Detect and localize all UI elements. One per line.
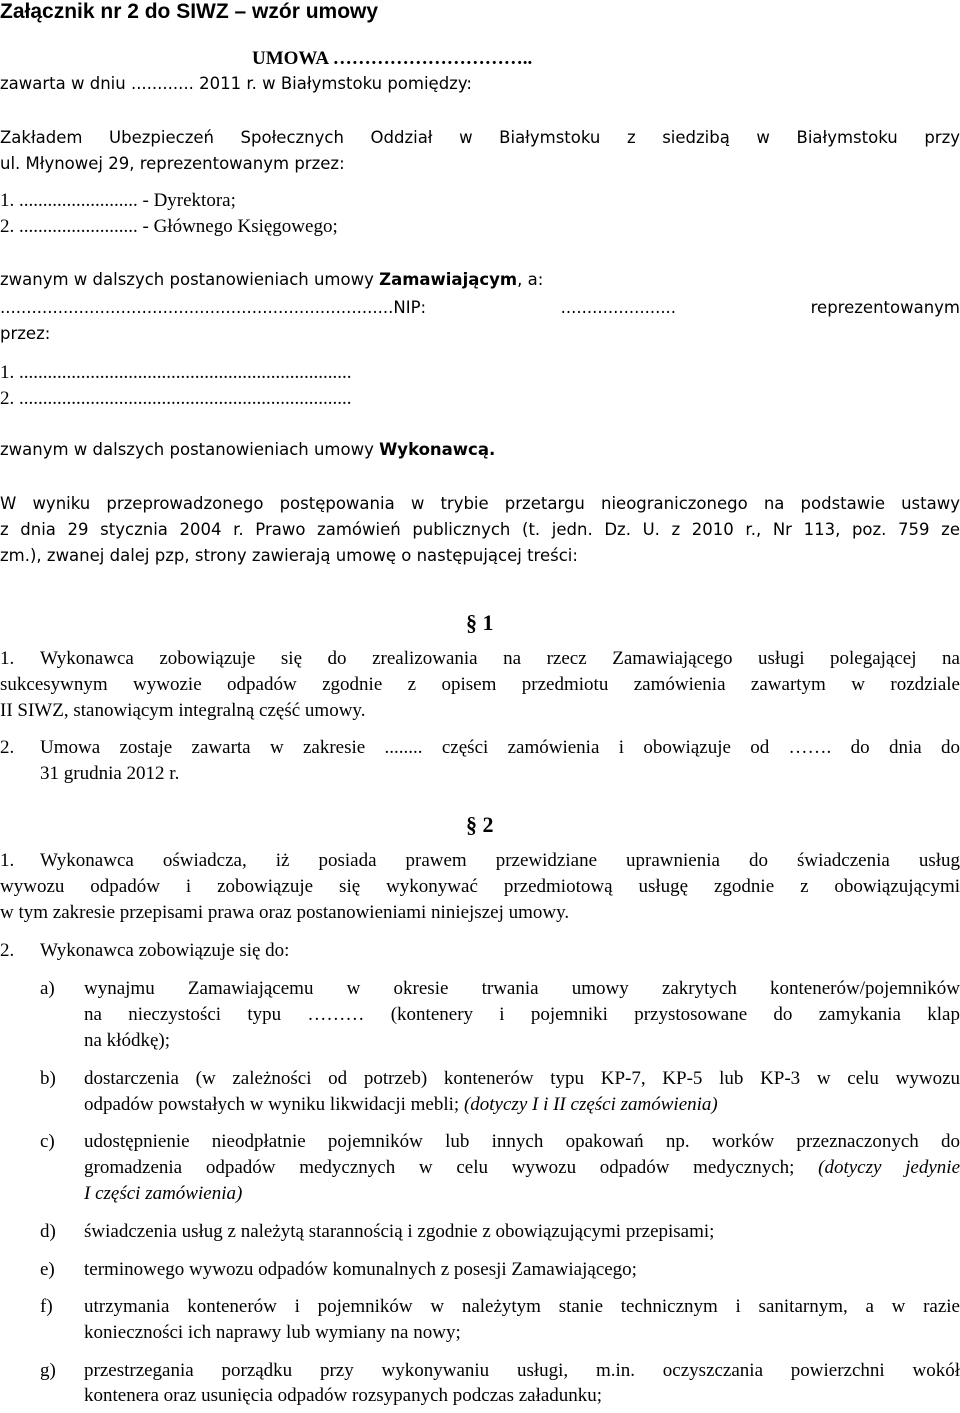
item-b-line2-text: odpadów powstałych w wyniku likwidacji mebli; xyxy=(84,1094,464,1115)
intro-line2: Zakładem Ubezpieczeń Społecznych Oddział w Białymstoku z siedzibą w Białymstoku przy xyxy=(0,128,960,147)
s2-p1-number: 1. xyxy=(0,850,15,871)
przez-label: przez: xyxy=(0,324,51,343)
item-a-line2: na nieczystości typu ……… (kontenery i pojemniki przystosowane do zamykania klap xyxy=(84,1004,960,1025)
section-2-heading: § 2 xyxy=(466,812,494,837)
item-a-letter: a) xyxy=(40,978,55,999)
item-b-letter: b) xyxy=(40,1068,56,1089)
s1-p2-line2: 31 grudnia 2012 r. xyxy=(40,763,180,784)
section-1-heading: § 1 xyxy=(466,610,494,635)
preamble-line2: z dnia 29 stycznia 2004 r. Prawo zamówień publicznych (t. jedn. Dz. U. z 2010 r., Nr 113, poz. 759 ze xyxy=(0,520,960,539)
wykonawca-term: Wykonawcą. xyxy=(379,440,496,459)
item-d-letter: d) xyxy=(40,1221,56,1242)
intro-line1: zawarta w dniu ............ 2011 r. w Białymstoku pomiędzy: xyxy=(0,74,472,93)
nip-line: ...........................................................................NIP: ...................... reprezentowanym xyxy=(0,298,960,317)
annex-title: Załącznik nr 2 do SIWZ – wzór umowy xyxy=(0,0,379,23)
item-f-letter: f) xyxy=(40,1296,53,1317)
wykonawca-prefix: zwanym w dalszych postanowieniach umowy xyxy=(0,440,380,459)
s2-p2-text: Wykonawca zobowiązuje się do: xyxy=(40,940,290,961)
s1-p2-line1: Umowa zostaje zawarta w zakresie ........ części zamówienia i obowiązuje od ……. do dnia do xyxy=(40,737,960,758)
representative-1: 1. ......................... - Dyrektora; xyxy=(0,190,236,211)
zamawiajacy-suffix: , a: xyxy=(517,270,544,289)
s2-p1-line1: Wykonawca oświadcza, iż posiada prawem przewidziane uprawnienia do świadczenia usług xyxy=(40,850,960,871)
intro-line3: ul. Młynowej 29, reprezentowanym przez: xyxy=(0,154,345,173)
item-c-line2 xyxy=(84,1157,960,1179)
zamawiajacy-term: Zamawiającym xyxy=(379,270,518,289)
item-a-line3: na kłódkę); xyxy=(84,1030,171,1051)
zamawiajacy-prefix: zwanym w dalszych postanowieniach umowy xyxy=(0,270,380,289)
s2-p1-line2: wywozu odpadów i zobowiązuje się wykonywać przedmiotową usługę zgodnie z obowiązującymi xyxy=(0,876,960,897)
s1-p1-line3: II SIWZ, stanowiącym integralną część umowy. xyxy=(0,700,366,721)
item-b-line2 xyxy=(84,1094,718,1116)
representative-2: 2. ......................... - Głównego Księgowego; xyxy=(0,216,338,237)
zamawiajacy-line xyxy=(0,270,543,289)
s1-p1-line2: sukcesywnym wywozie odpadów zgodnie z opisem przedmiotu zamówienia zawartym w rozdziale xyxy=(0,674,960,695)
item-f-line1: utrzymania kontenerów i pojemników w należytym stanie technicznym i sanitarnym, a w razie xyxy=(84,1296,960,1317)
item-b-line2-note: (dotyczy I i II części zamówienia) xyxy=(463,1094,718,1115)
item-a-line1: wynajmu Zamawiającemu w okresie trwania umowy zakrytych kontenerów/pojemników xyxy=(84,978,960,999)
item-g-letter: g) xyxy=(40,1360,56,1381)
item-e-letter: e) xyxy=(40,1259,55,1280)
item-c-letter: c) xyxy=(40,1131,55,1152)
item-c-line1: udostępnienie nieodpłatnie pojemników lub innych opakowań np. worków przeznaczonych do xyxy=(84,1131,960,1152)
s2-p2-number: 2. xyxy=(0,940,15,961)
preamble-line1: W wyniku przeprowadzonego postępowania w trybie przetargu nieograniczonego na podstawie ustawy xyxy=(0,494,960,513)
s1-p1-number: 1. xyxy=(0,648,15,669)
item-c-line2-text: gromadzenia odpadów medycznych w celu wywozu odpadów medycznych; xyxy=(84,1157,819,1178)
item-b-line1: dostarczenia (w zależności od potrzeb) kontenerów typu KP-7, KP-5 lub KP-3 w celu wywozu xyxy=(84,1068,960,1089)
item-d-line1: świadczenia usług z należytą starannością i zgodnie z obowiązującymi przepisami; xyxy=(84,1221,715,1242)
representative-3: 1. ...................................................................... xyxy=(0,362,352,383)
preamble-line3: zm.), zwanej dalej pzp, strony zawierają umowę o następującej treści: xyxy=(0,546,578,565)
representative-4: 2. ...................................................................... xyxy=(0,388,352,409)
s2-p1-line3: w tym zakresie przepisami prawa oraz postanowieniami niniejszej umowy. xyxy=(0,902,570,923)
s1-p2-number: 2. xyxy=(0,737,15,758)
item-c-line3: I części zamówienia) xyxy=(84,1183,243,1204)
item-g-line2: kontenera oraz usunięcia odpadów rozsypanych podczas załadunku; xyxy=(84,1385,603,1406)
item-c-line2-note: (dotyczy jedynie xyxy=(818,1157,960,1178)
s1-p1-line1: Wykonawca zobowiązuje się do zrealizowania na rzecz Zamawiającego usługi polegającej na xyxy=(40,648,960,669)
item-e-line1: terminowego wywozu odpadów komunalnych z posesji Zamawiającego; xyxy=(84,1259,637,1280)
item-f-line2: konieczności ich naprawy lub wymiany na nowy; xyxy=(84,1322,461,1343)
contract-title: UMOWA ………………………….. xyxy=(252,48,533,69)
wykonawca-line xyxy=(0,440,495,459)
item-g-line1: przestrzegania porządku przy wykonywaniu usługi, m.in. oczyszczania powierzchni wokół xyxy=(84,1360,960,1381)
